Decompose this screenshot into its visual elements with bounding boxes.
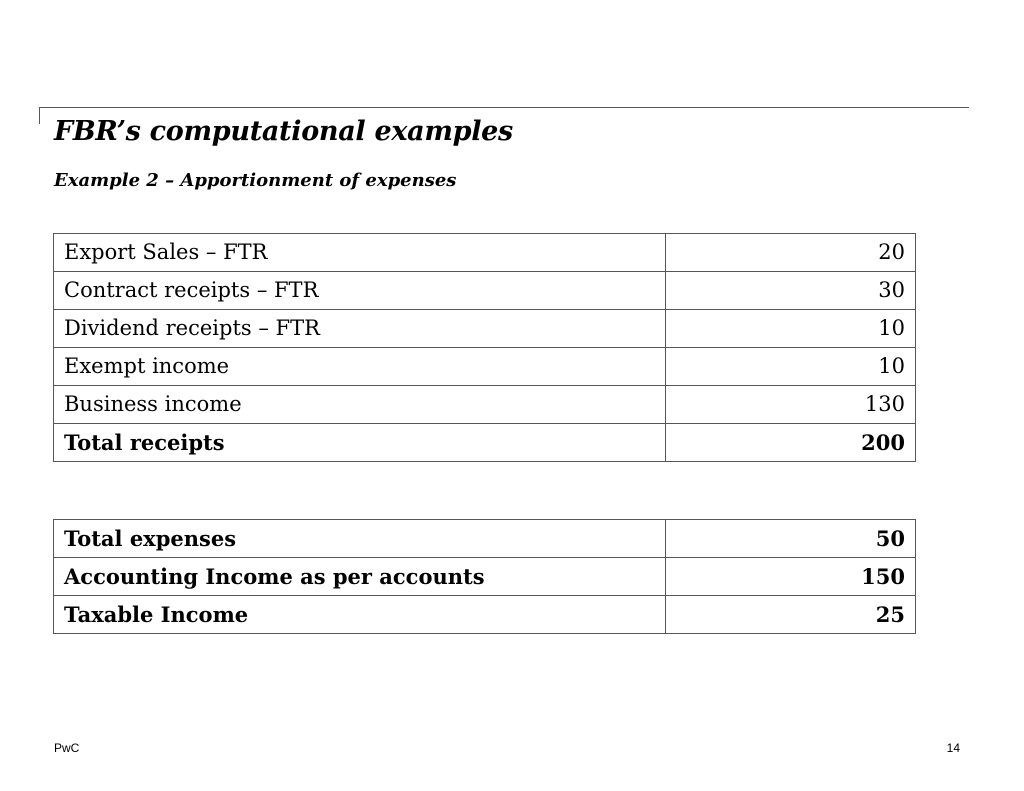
- table-row: [54, 386, 916, 424]
- receipts-table: [53, 233, 916, 462]
- table-row: [54, 558, 916, 596]
- row-label: Total receipts: [54, 424, 666, 462]
- row-label: Taxable Income: [54, 596, 666, 634]
- page-number: 14: [946, 741, 960, 755]
- row-value: 50: [666, 520, 916, 558]
- row-value: 30: [666, 272, 916, 310]
- row-label: Contract receipts – FTR: [54, 272, 666, 310]
- row-value: 25: [666, 596, 916, 634]
- total-receipts-row: [54, 424, 916, 462]
- row-label: Accounting Income as per accounts: [54, 558, 666, 596]
- table-row: [54, 234, 916, 272]
- slide-title: FBR’s computational examples: [54, 116, 513, 147]
- row-label: Export Sales – FTR: [54, 234, 666, 272]
- footer-brand: PwC: [54, 741, 80, 755]
- row-value: 200: [666, 424, 916, 462]
- row-value: 150: [666, 558, 916, 596]
- row-label: Business income: [54, 386, 666, 424]
- row-value: 10: [666, 348, 916, 386]
- header-rule-tick: [39, 107, 40, 124]
- slide-subtitle: Example 2 – Apportionment of expenses: [54, 170, 457, 191]
- row-label: Exempt income: [54, 348, 666, 386]
- table-row: [54, 310, 916, 348]
- table-row: [54, 520, 916, 558]
- row-label: Total expenses: [54, 520, 666, 558]
- row-value: 20: [666, 234, 916, 272]
- table-row: [54, 348, 916, 386]
- table-row: [54, 272, 916, 310]
- summary-table: [53, 519, 916, 634]
- row-value: 10: [666, 310, 916, 348]
- header-rule: [39, 107, 969, 108]
- row-label: Dividend receipts – FTR: [54, 310, 666, 348]
- row-value: 130: [666, 386, 916, 424]
- table-row: [54, 596, 916, 634]
